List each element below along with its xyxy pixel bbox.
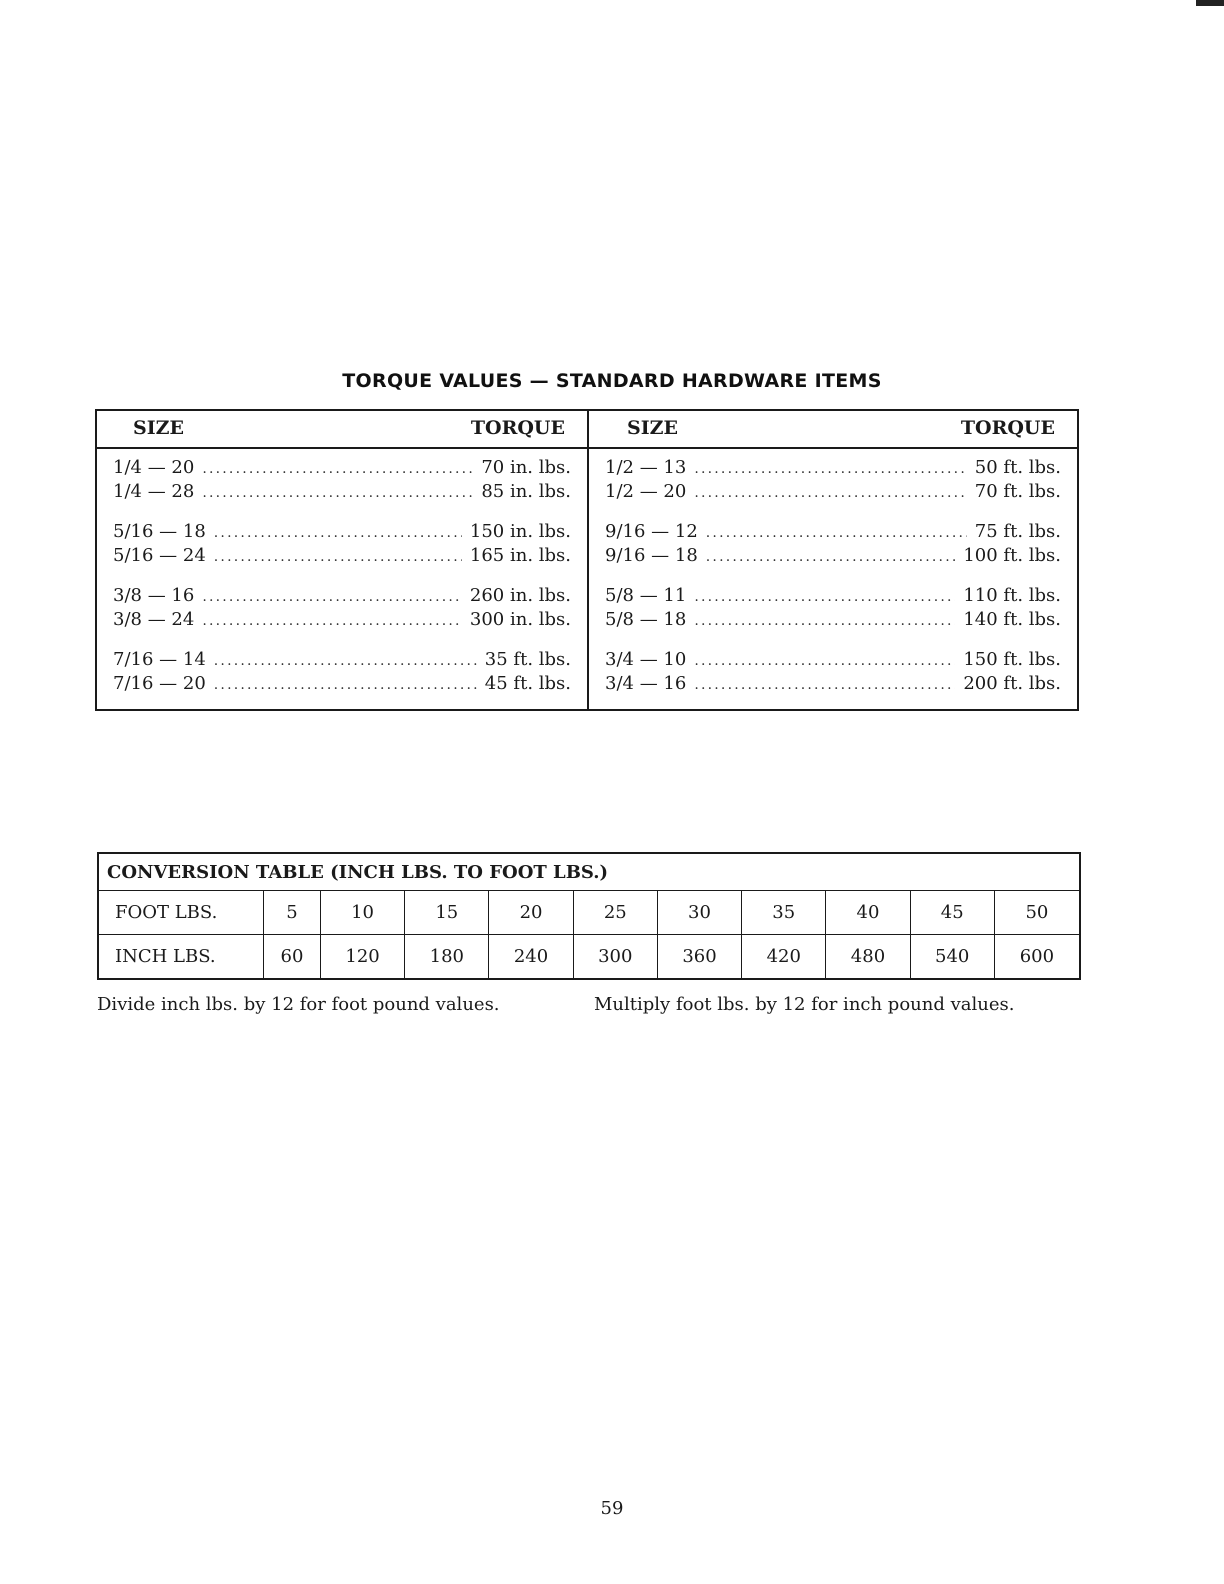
bolt-size: 9/16 — 18	[605, 545, 698, 566]
dot-leader	[214, 653, 477, 669]
dot-leader	[694, 613, 955, 629]
torque-value: 300 in. lbs.	[469, 609, 571, 630]
dot-leader	[706, 549, 956, 565]
torque-table	[95, 409, 1079, 711]
inch-lbs-label: INCH LBS.	[98, 935, 264, 980]
torque-value: 75 ft. lbs.	[974, 521, 1061, 542]
multiply-note: Multiply foot lbs. by 12 for inch pound values.	[594, 994, 1015, 1015]
torque-value: 150 ft. lbs.	[963, 649, 1061, 670]
dot-leader	[706, 525, 967, 541]
torque-row	[605, 649, 1061, 673]
bolt-size: 1/2 — 13	[605, 457, 687, 478]
foot-lbs-value: 10	[320, 891, 404, 935]
torque-value: 110 ft. lbs.	[963, 585, 1061, 606]
foot-lbs-value: 35	[742, 891, 826, 935]
foot-lbs-value: 20	[489, 891, 573, 935]
inch-lbs-value: 120	[320, 935, 404, 980]
inch-lbs-value: 60	[264, 935, 321, 980]
torque-value: 165 in. lbs.	[469, 545, 571, 566]
torque-row	[113, 673, 571, 697]
torque-row	[113, 585, 571, 609]
torque-value: 200 ft. lbs.	[963, 673, 1061, 694]
torque-table-left-half	[97, 411, 587, 709]
dot-leader	[202, 613, 462, 629]
torque-row	[605, 521, 1061, 545]
foot-lbs-value: 30	[657, 891, 741, 935]
bolt-size: 7/16 — 14	[113, 649, 206, 670]
inch-lbs-value: 180	[405, 935, 489, 980]
foot-lbs-row	[98, 891, 1080, 935]
foot-lbs-value: 25	[573, 891, 657, 935]
torque-row	[113, 457, 571, 481]
torque-row	[605, 545, 1061, 569]
inch-lbs-value: 300	[573, 935, 657, 980]
torque-row	[113, 481, 571, 505]
bolt-size: 3/4 — 16	[605, 673, 687, 694]
torque-value: 150 in. lbs.	[469, 521, 571, 542]
inch-lbs-value: 360	[657, 935, 741, 980]
inch-lbs-value: 540	[910, 935, 994, 980]
torque-row	[113, 545, 571, 569]
foot-lbs-value: 40	[826, 891, 910, 935]
dot-leader	[214, 525, 462, 541]
dot-leader	[214, 677, 477, 693]
torque-table-title: TORQUE VALUES — STANDARD HARDWARE ITEMS	[342, 370, 882, 392]
bolt-size: 3/8 — 16	[113, 585, 195, 606]
torque-row	[113, 649, 571, 673]
dot-leader	[202, 589, 462, 605]
inch-lbs-value: 420	[742, 935, 826, 980]
bolt-size: 5/16 — 24	[113, 545, 206, 566]
dot-leader	[202, 461, 473, 477]
torque-row	[605, 609, 1061, 633]
inch-lbs-row	[98, 935, 1080, 980]
foot-lbs-value: 50	[994, 891, 1080, 935]
dot-leader	[202, 485, 473, 501]
conversion-table	[97, 852, 1081, 980]
torque-row	[605, 585, 1061, 609]
torque-table-header-right	[589, 411, 1077, 449]
dot-leader	[694, 461, 966, 477]
scan-corner-mark	[1196, 0, 1224, 6]
dot-leader	[694, 653, 955, 669]
torque-value: 70 ft. lbs.	[974, 481, 1061, 502]
foot-lbs-label: FOOT LBS.	[98, 891, 264, 935]
dot-leader	[214, 549, 462, 565]
torque-value: 50 ft. lbs.	[974, 457, 1061, 478]
torque-row	[605, 481, 1061, 505]
torque-value: 45 ft. lbs.	[484, 673, 571, 694]
torque-column-header: TORQUE	[470, 417, 565, 439]
inch-lbs-value: 240	[489, 935, 573, 980]
torque-row	[605, 673, 1061, 697]
bolt-size: 1/2 — 20	[605, 481, 687, 502]
torque-value: 260 in. lbs.	[469, 585, 571, 606]
foot-lbs-value: 15	[405, 891, 489, 935]
foot-lbs-value: 5	[264, 891, 321, 935]
torque-value: 85 in. lbs.	[481, 481, 571, 502]
conversion-table-title: CONVERSION TABLE (INCH LBS. TO FOOT LBS.)	[98, 853, 1080, 891]
torque-table-right-half	[587, 411, 1077, 709]
bolt-size: 3/8 — 24	[113, 609, 195, 630]
torque-row	[113, 521, 571, 545]
bolt-size: 5/8 — 18	[605, 609, 687, 630]
foot-lbs-value: 45	[910, 891, 994, 935]
bolt-size: 9/16 — 12	[605, 521, 698, 542]
bolt-size: 5/16 — 18	[113, 521, 206, 542]
torque-value: 35 ft. lbs.	[484, 649, 571, 670]
torque-value: 140 ft. lbs.	[963, 609, 1061, 630]
size-column-header: SIZE	[133, 417, 184, 439]
torque-value: 100 ft. lbs.	[963, 545, 1061, 566]
inch-lbs-value: 480	[826, 935, 910, 980]
inch-lbs-value: 600	[994, 935, 1080, 980]
divide-note: Divide inch lbs. by 12 for foot pound values.	[97, 994, 500, 1015]
torque-row	[113, 609, 571, 633]
dot-leader	[694, 677, 955, 693]
bolt-size: 3/4 — 10	[605, 649, 687, 670]
torque-row	[605, 457, 1061, 481]
page-number: 59	[600, 1498, 624, 1519]
torque-column-header: TORQUE	[960, 417, 1055, 439]
bolt-size: 5/8 — 11	[605, 585, 687, 606]
torque-table-header-left	[97, 411, 587, 449]
dot-leader	[694, 589, 955, 605]
torque-value: 70 in. lbs.	[481, 457, 571, 478]
bolt-size: 1/4 — 20	[113, 457, 195, 478]
size-column-header: SIZE	[627, 417, 678, 439]
bolt-size: 1/4 — 28	[113, 481, 195, 502]
dot-leader	[694, 485, 966, 501]
bolt-size: 7/16 — 20	[113, 673, 206, 694]
